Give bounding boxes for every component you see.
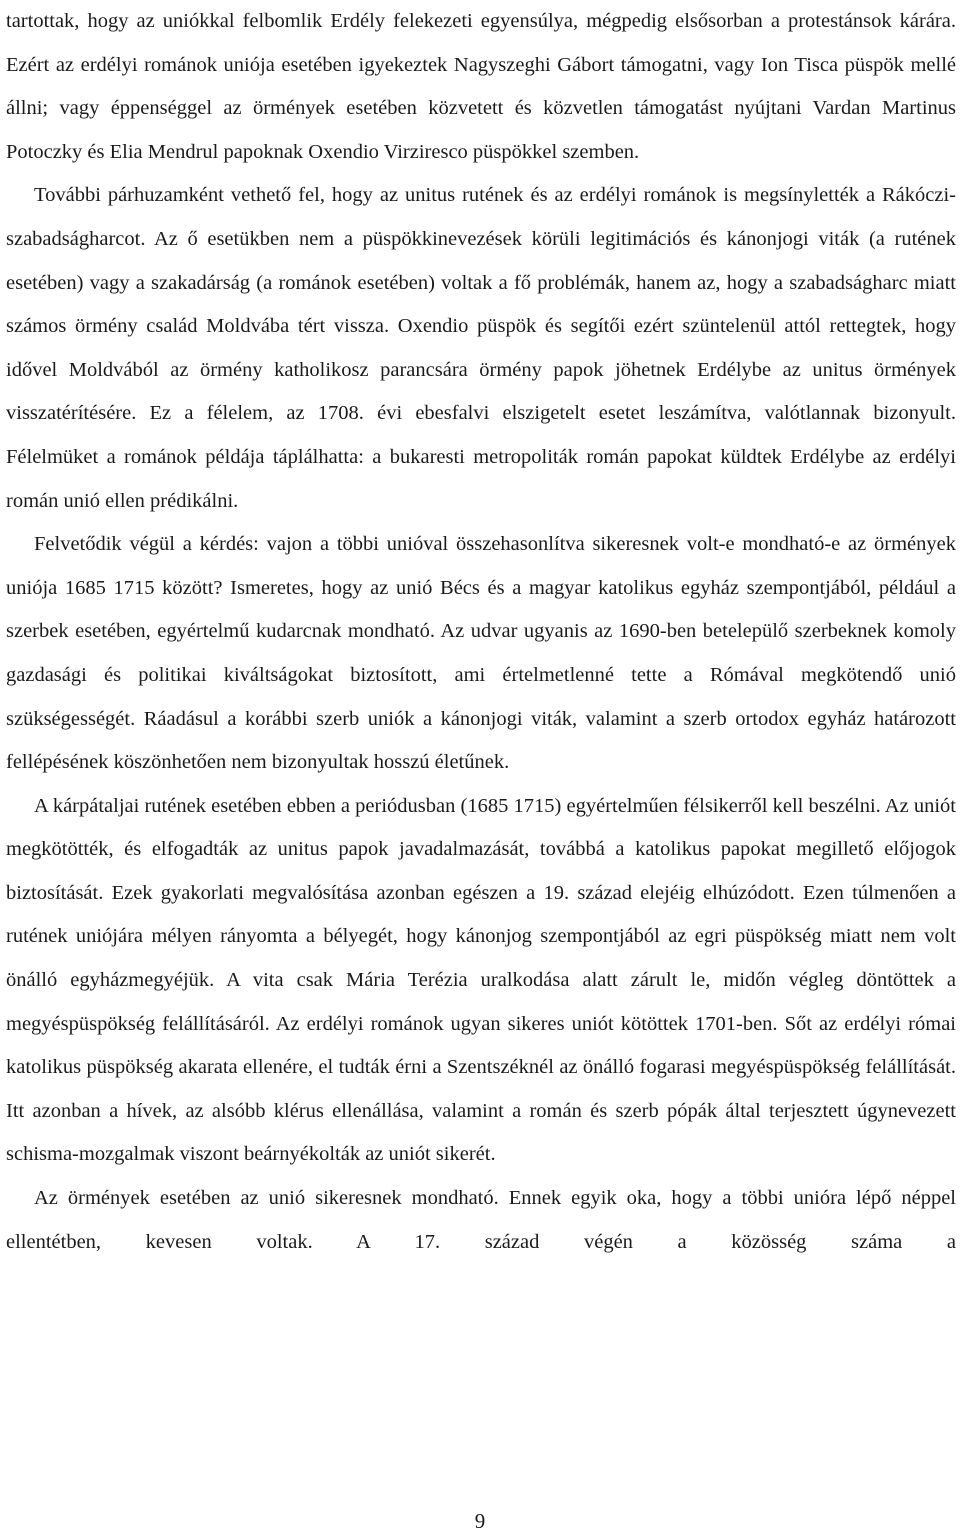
paragraph-3: Felvetődik végül a kérdés: vajon a többi unióval összehasonlítva sikeresnek volt-e mondható-e az örmények uniója 1685 1715 között? Ismeretes, hogy az unió Bécs és a magyar katolikus egyház szempontjából, például a szerbek esetében, egyértelmű kudarcnak mondható. Az udvar ugyanis az 1690-ben betelepülő szerbeknek komoly gazdasági és politikai kiváltságokat biztosított, ami értelmetlenné tette a Rómával megkötendő unió szükségességét. Ráadásul a korábbi szerb uniók a kánonjogi viták, valamint a szerb ortodox egyház határozott fellépésének köszönhetően nem bizonyultak hosszú életűnek.: [6, 533, 956, 774]
text-body: [6, 0, 956, 1264]
page-number: 9: [474, 1509, 486, 1533]
paragraph-1: tartottak, hogy az uniókkal felbomlik Erdély felekezeti egyensúlya, mégpedig elsősorban a protestánsok kárára. Ezért az erdélyi románok uniója esetében igyekeztek Nagyszeghi Gábort támogatni, vagy Ion Tisca püspök mellé állni; vagy éppenséggel az örmények esetében közvetett és közvetlen támogatást nyújtani Vardan Martinus Potoczky és Elia Mendrul papoknak Oxendio Virziresco püspökkel szemben.: [6, 10, 956, 163]
paragraph-4: A kárpátaljai rutének esetében ebben a periódusban (1685 1715) egyértelműen félsikerről kell beszélni. Az uniót megkötötték, és elfogadták az unitus papok javadalmazását, továbbá a katolikus papokat megillető előjogok biztosítását. Ezek gyakorlati megvalósítása azonban egészen a 19. század elejéig elhúzódott. Ezen túlmenően a rutének uniójára mélyen rányomta a bélyegét, hogy kánonjog szempontjából az egri püspökség miatt nem volt önálló egyházmegyéjük. A vita csak Mária Terézia uralkodása alatt zárult le, midőn végleg döntöttek a megyéspüspökség felállításáról. Az erdélyi románok ugyan sikeres uniót kötöttek 1701-ben. Sőt az erdélyi római katolikus püspökség akarata ellenére, el tudták érni a Szentszéknél az önálló fogarasi megyéspüspökség felállítását. Itt azonban a hívek, az alsóbb klérus ellenállása, valamint a román és szerb pópák által terjesztett úgynevezett schisma-mozgalmak viszont beárnyékolták az uniót sikerét.: [6, 794, 956, 1166]
paragraph-5: Az örmények esetében az unió sikeresnek mondható. Ennek egyik oka, hogy a többi unióra lépő néppel ellentétben, kevesen voltak. A 17. század végén a közösség száma a: [6, 1187, 956, 1253]
paragraph-2: További párhuzamként vethető fel, hogy az unitus rutének és az erdélyi románok is megsínylették a Rákóczi-szabadságharcot. Az ő esetükben nem a püspökkinevezések körüli legitimációs és kánonjogi viták (a rutének esetében) vagy a szakadárság (a románok esetében) voltak a fő problémák, hanem az, hogy a szabadságharc miatt számos örmény család Moldvába tért vissza. Oxendio püspök és segítői ezért szüntelenül attól rettegtek, hogy idővel Moldvából az örmény katholikosz parancsára örmény papok jöhetnek Erdélybe az unitus örmények visszatérítésére. Ez a félelem, az 1708. évi ebesfalvi elszigetelt esetet leszámítva, valótlannak bizonyult. Félelmüket a románok példája táplálhatta: a bukaresti metropoliták román papokat küldtek Erdélybe az erdélyi román unió ellen prédikálni.: [6, 184, 956, 512]
